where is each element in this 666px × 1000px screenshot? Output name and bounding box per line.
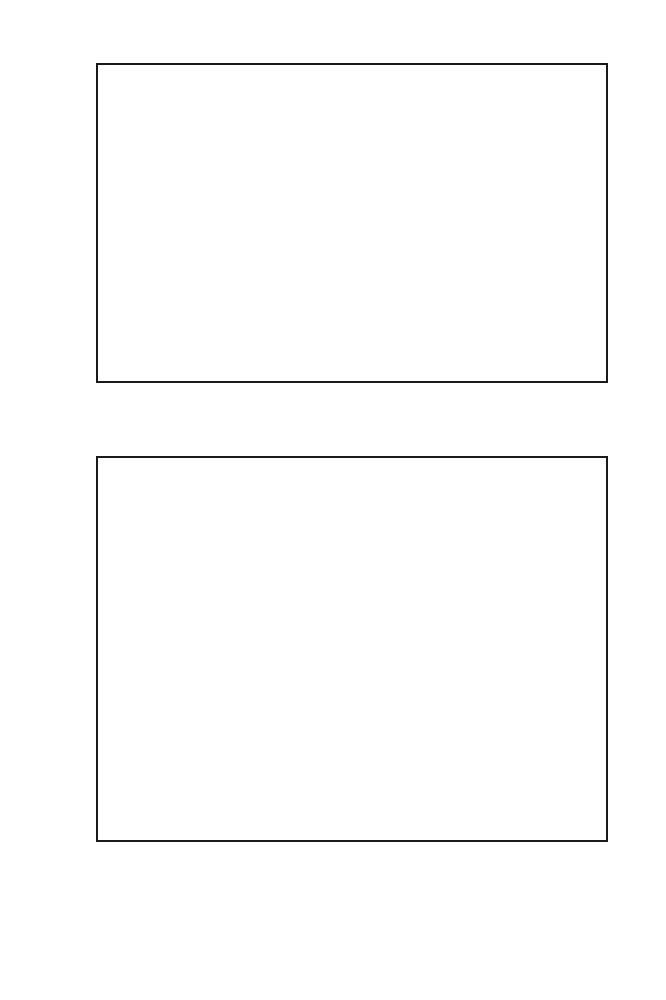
tracing-practice-grid bbox=[96, 63, 608, 383]
task-heading bbox=[61, 400, 67, 422]
writing-practice-grid bbox=[96, 456, 608, 842]
